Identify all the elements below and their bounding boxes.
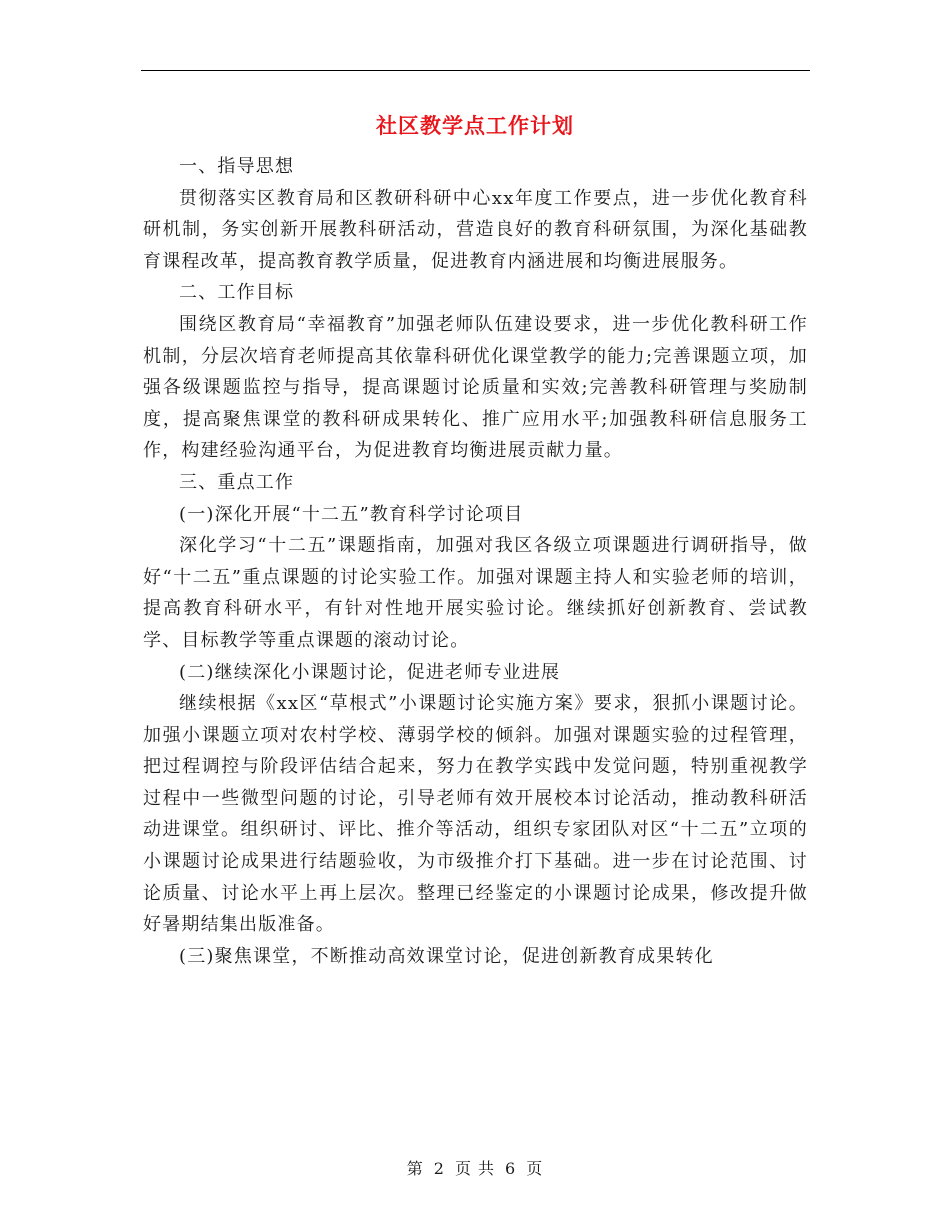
subsection-heading: (一)深化开展“十二五”教育科学讨论项目 [179,503,524,525]
body-paragraph: 深化学习“十二五”课题指南，加强对我区各级立项课题进行调研指导，做好“十二五”重点课题的讨论实验工作。加强对课题主持人和实验老师的培训，提高教育科研水平，有针对性地开展实验讨论。继续抓好创新教育、尝试教学、目标教学等重点课题的滚动讨论。 [143,535,808,651]
footer-current-page: 2 [433,1159,445,1178]
subsection-heading: (二)继续深化小课题讨论，促进老师专业进展 [179,661,561,683]
section-heading-key-work: 三、重点工作 [179,471,295,493]
header-rule [141,70,810,71]
body-paragraph: 贯彻落实区教育局和区教研科研中心xx年度工作要点，进一步优化教育科研机制，务实创新开展教科研活动，营造良好的教育科研氛围，为深化基础教育课程改革，提高教育教学质量，促进教育内涵进展和均衡进展服务。 [143,187,808,272]
body-paragraph: 围绕区教育局“幸福教育”加强老师队伍建设要求，进一步优化教科研工作机制，分层次培育老师提高其依靠科研优化课堂教学的能力;完善课题立项，加强各级课题监控与指导，提高课题讨论质量和实效;完善教科研管理与奖励制度，提高聚焦课堂的教科研成果转化、推广应用水平;加强教科研信息服务工作，构建经验沟通平台，为促进教育均衡进展贡献力量。 [143,313,808,462]
footer-total-pages: 6 [505,1159,517,1178]
footer-label-end: 页 [526,1159,544,1178]
footer-label-page: 第 [406,1159,424,1178]
footer-label-of: 页 共 [454,1159,496,1178]
document-body [143,151,808,972]
page-footer [0,1156,950,1179]
section-heading-work-goals: 二、工作目标 [179,282,295,304]
section-heading-guiding-ideology: 一、指导思想 [179,156,295,177]
subsection-heading: (三)聚焦课堂，不断推动高效课堂讨论，促进创新教育成果转化 [179,945,714,967]
document-title: 社区教学点工作计划 [376,113,574,138]
body-paragraph: 继续根据《xx区“草根式”小课题讨论实施方案》要求，狠抓小课题讨论。加强小课题立项对农村学校、薄弱学校的倾斜。加强对课题实验的过程管理，把过程调控与阶段评估结合起来，努力在教学实践中发觉问题，特别重视教学过程中一些微型问题的讨论，引导老师有效开展校本讨论活动，推动教科研活动进课堂。组织研讨、评比、推介等活动，组织专家团队对区“十二五”立项的小课题讨论成果进行结题验收，为市级推介打下基础。进一步在讨论范围、讨论质量、讨论水平上再上层次。整理已经鉴定的小课题讨论成果，修改提升做好暑期结集出版准备。 [143,693,808,936]
